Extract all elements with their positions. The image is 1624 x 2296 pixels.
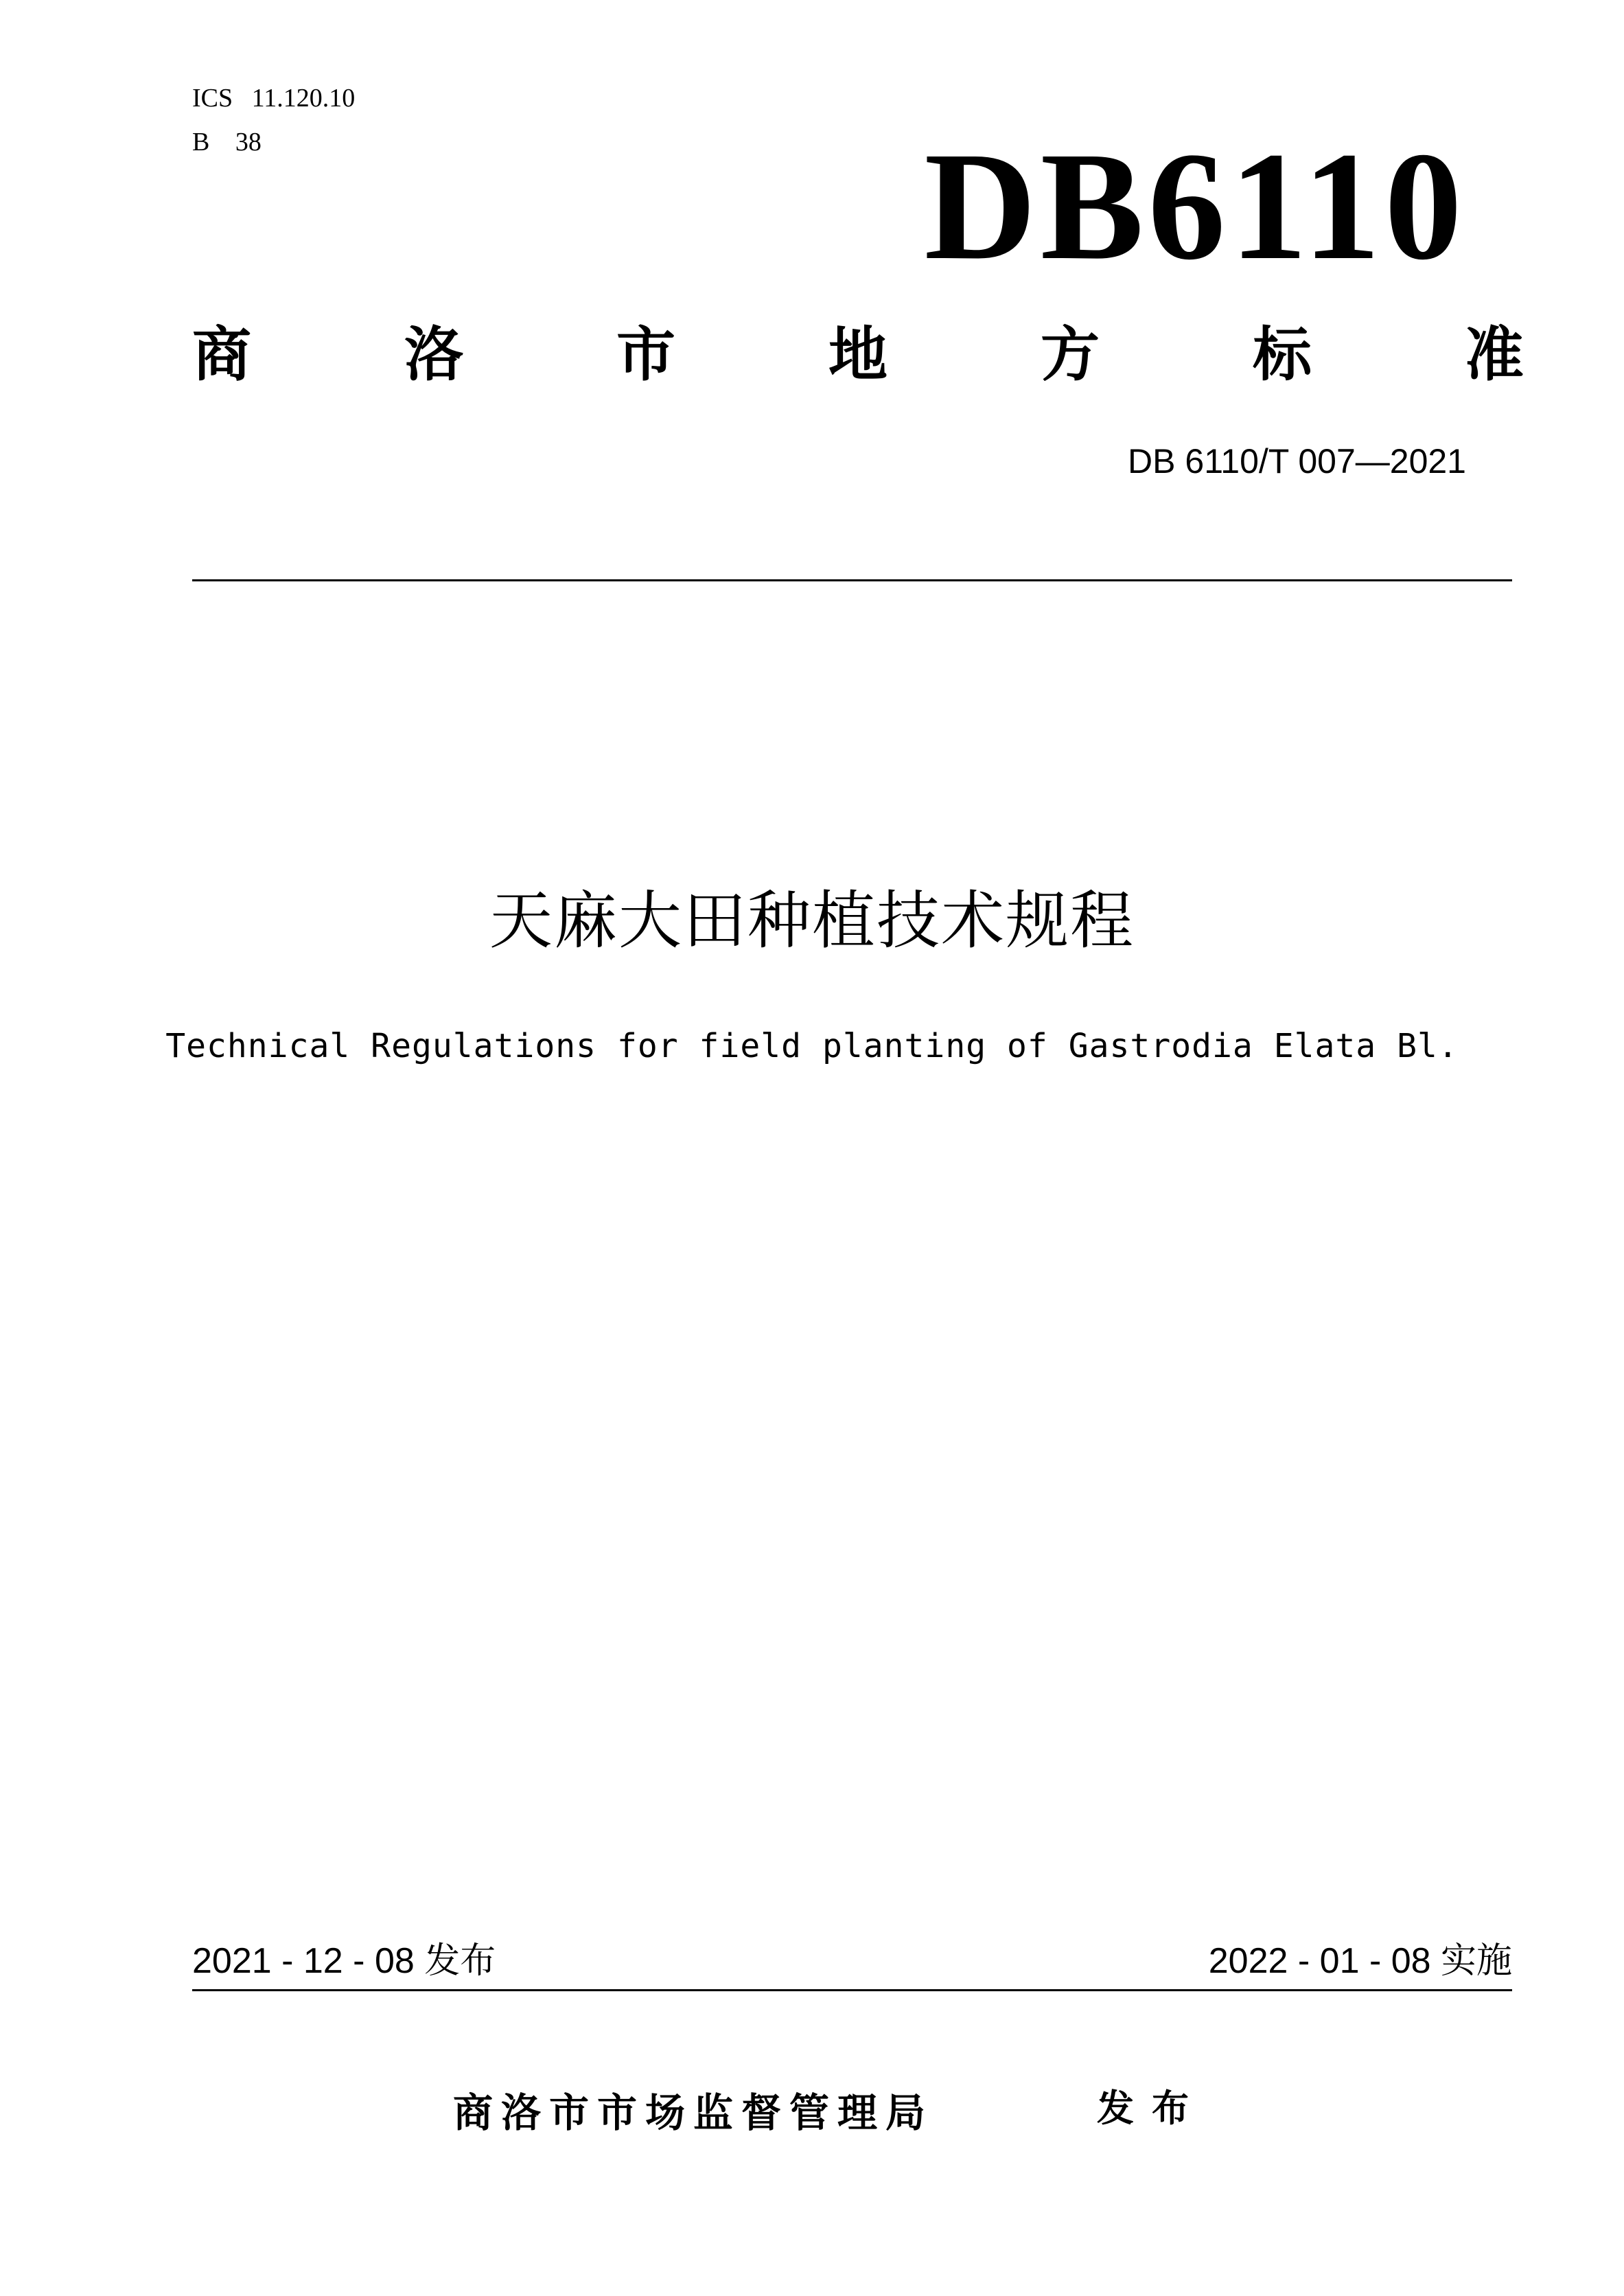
date-row: [192, 1937, 1512, 1985]
implement-date: 2022 - 01 - 08 实施: [1208, 1941, 1512, 1981]
ics-code: ICS 11.120.10: [192, 84, 356, 113]
standard-type-char: 标: [1253, 321, 1312, 389]
header-divider: [192, 579, 1512, 581]
footer-divider: [192, 1989, 1512, 1991]
standard-type-char: 地: [828, 321, 888, 389]
ccs-code: B 38: [192, 128, 262, 156]
standard-type-char: 商: [192, 321, 251, 389]
document-title-chinese: 天麻大田种植技术规程: [489, 884, 1135, 958]
standard-number: DB 6110/T 007—2021: [1128, 442, 1466, 480]
document-title-english: Technical Regulations for field planting of Gastrodia Elata Bl.: [165, 1027, 1459, 1065]
standard-type-heading: [192, 317, 1524, 393]
standard-type-char: 方: [1041, 321, 1100, 389]
issue-label: 发布: [1097, 2087, 1207, 2130]
standard-type-char: 市: [616, 321, 675, 389]
publish-date: 2021 - 12 - 08 发布: [192, 1941, 496, 1981]
standard-type-char: 洛: [404, 321, 463, 389]
standard-type-char: 准: [1465, 321, 1524, 389]
standard-code: DB6110: [924, 120, 1466, 292]
issuing-authority: 商洛市市场监督管理局: [453, 2089, 934, 2136]
